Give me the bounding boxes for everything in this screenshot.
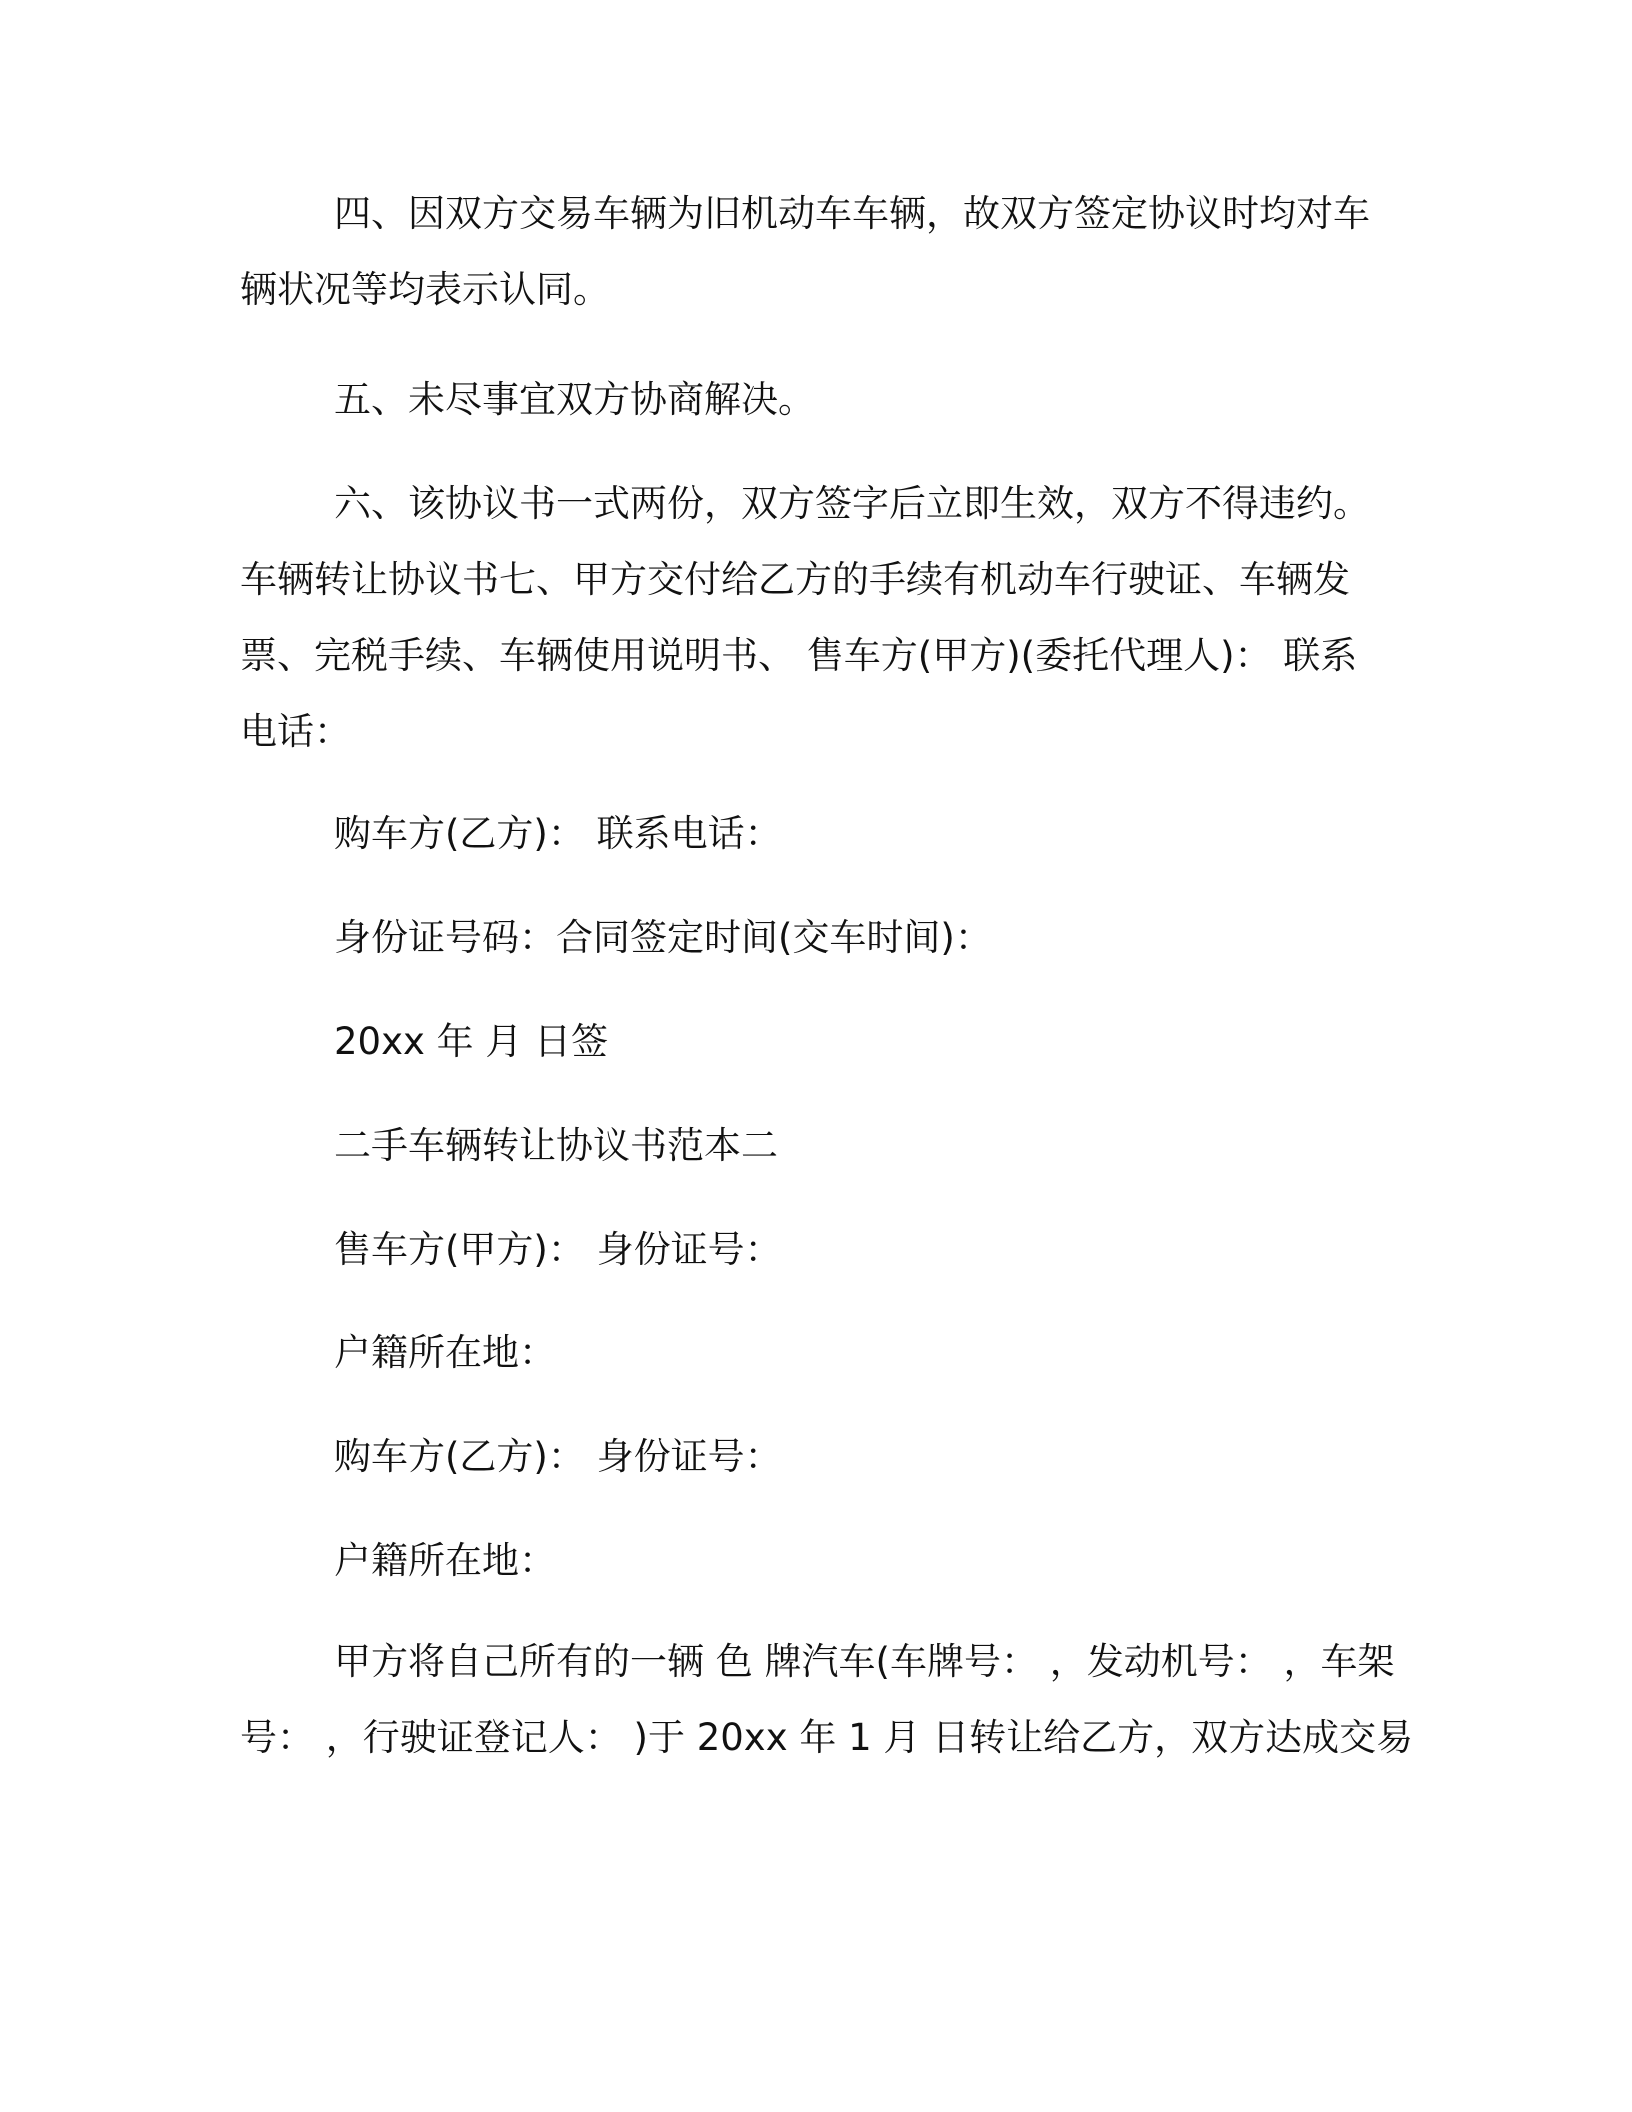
sign-date-line	[334, 1020, 1484, 1063]
buyer-domicile-line	[334, 1539, 1484, 1582]
clause-6	[240, 466, 1390, 770]
buyer-id-line	[334, 1435, 1484, 1478]
seller-id-line	[334, 1228, 1484, 1271]
clause-4	[240, 176, 1390, 328]
seller-id-text: 售车方(甲方)： 身份证号：	[334, 1228, 782, 1271]
clause-5	[240, 362, 1390, 438]
seller-domicile-line	[334, 1331, 1484, 1374]
buyer-phone-line	[334, 812, 1484, 855]
sample-two-title-text: 二手车辆转让协议书范本二	[334, 1124, 778, 1167]
clause-6-line-4: 电话：	[240, 710, 351, 753]
clause-6-line-2: 车辆转让协议书七、甲方交付给乙方的手续有机动车行驶证、车辆发	[240, 558, 1350, 601]
buyer-domicile-text: 户籍所在地：	[334, 1539, 556, 1582]
clause-6-line-3: 票、完税手续、车辆使用说明书、 售车方(甲方)(委托代理人)： 联系	[240, 634, 1358, 677]
seller-domicile-text: 户籍所在地：	[334, 1331, 556, 1374]
clause-6-line-1: 六、该协议书一式两份，双方签字后立即生效，双方不得违约。	[334, 482, 1370, 525]
sample-two-title	[334, 1124, 1484, 1167]
buyer-id-text: 购车方(乙方)： 身份证号：	[334, 1435, 782, 1478]
id-contract-time-text: 身份证号码：合同签定时间(交车时间)：	[334, 916, 992, 959]
transfer-clause-line-2: 号： ，行驶证登记人： )于 20xx 年 1 月 日转让给乙方，双方达成交易	[240, 1716, 1414, 1759]
clause-4-line-2: 辆状况等均表示认同。	[240, 268, 610, 311]
transfer-clause	[240, 1624, 1414, 1776]
buyer-phone-text: 购车方(乙方)： 联系电话：	[334, 812, 782, 855]
clause-5-line-1: 五、未尽事宜双方协商解决。	[334, 378, 815, 421]
id-contract-time-line	[334, 916, 1484, 959]
transfer-clause-line-1: 甲方将自己所有的一辆 色 牌汽车(车牌号： ，发动机号： ，车架	[334, 1640, 1395, 1683]
sign-date-text: 20xx 年 月 日签	[334, 1020, 609, 1063]
clause-4-line-1: 四、因双方交易车辆为旧机动车车辆，故双方签定协议时均对车	[334, 192, 1370, 235]
